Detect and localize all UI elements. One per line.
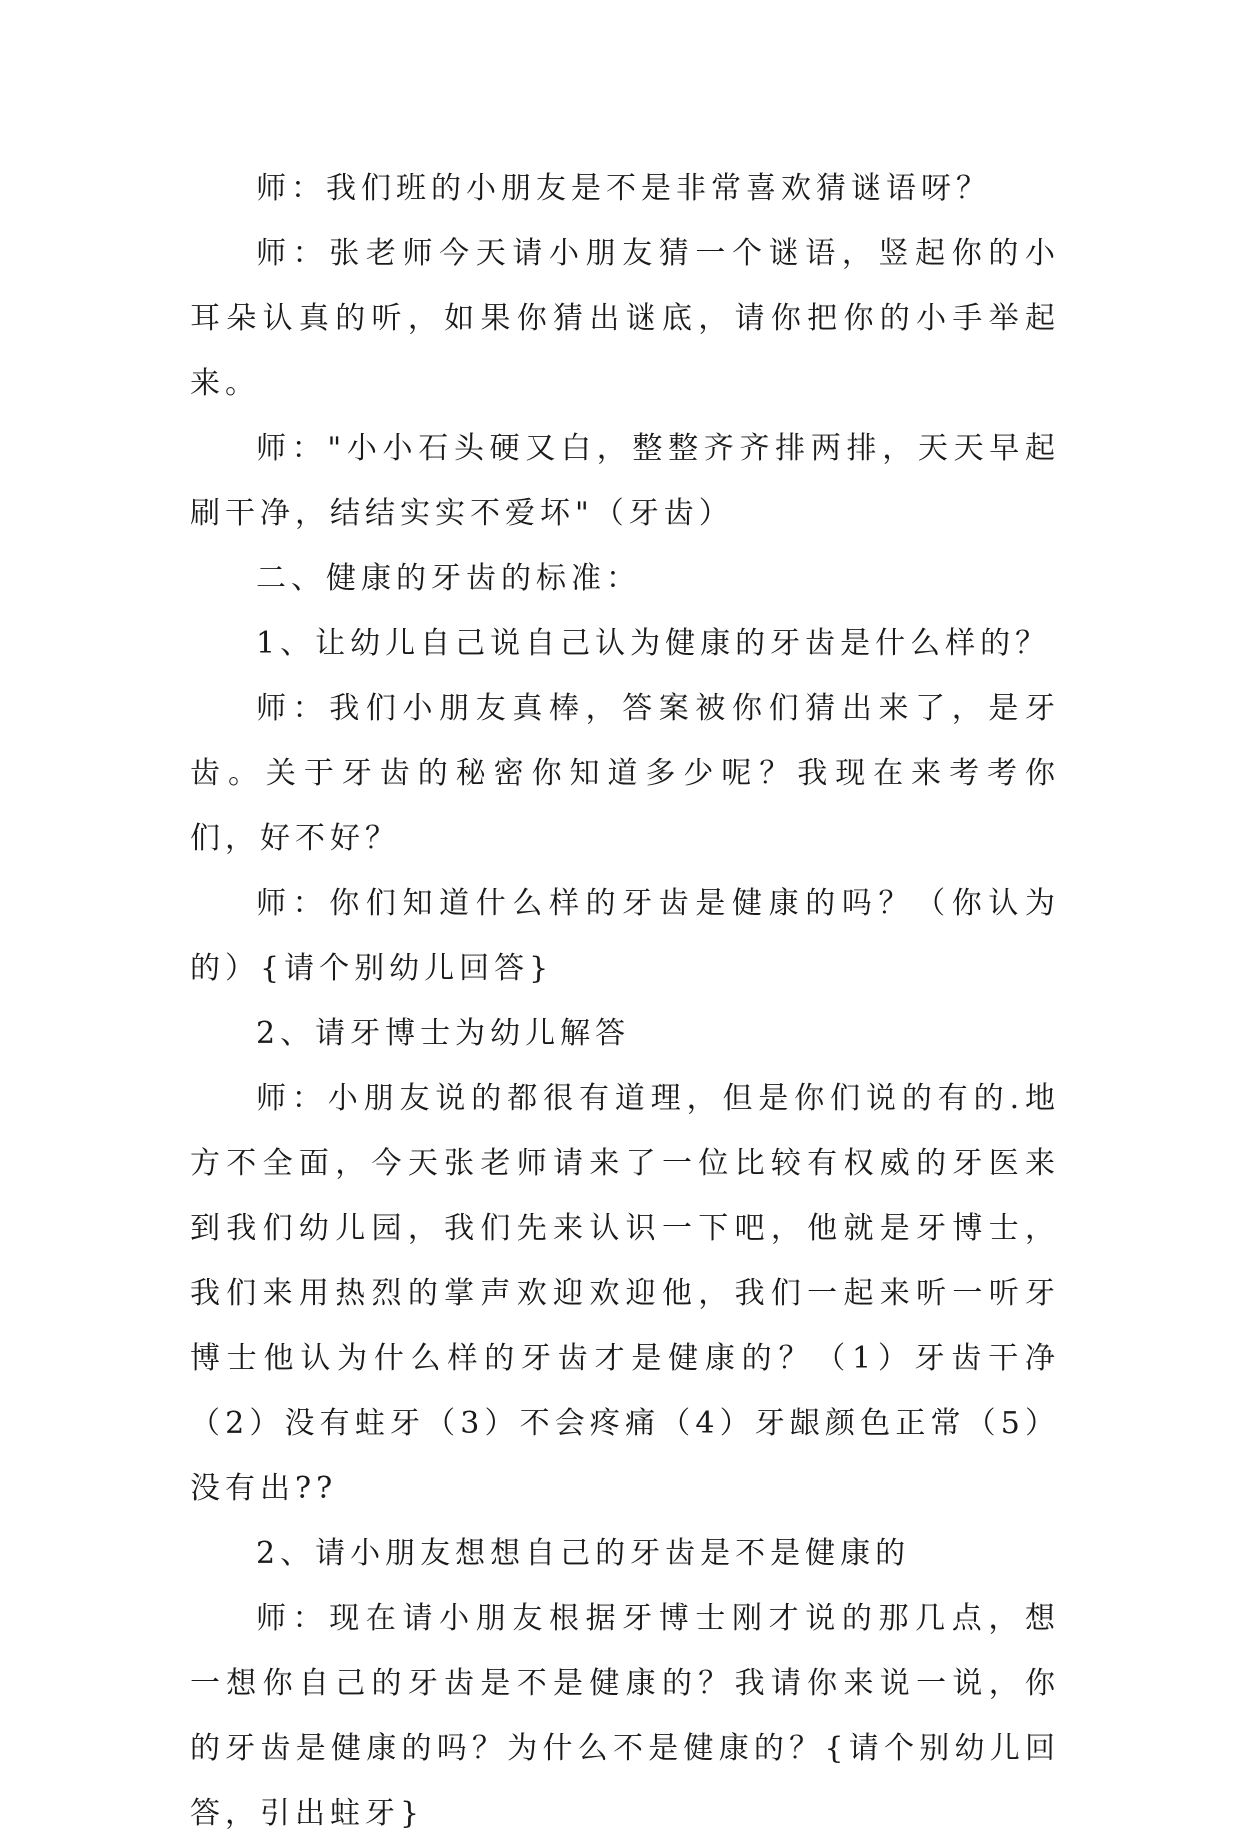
paragraph: 师："小小石头硬又白，整整齐齐排两排，天天早起刷干净，结结实实不爱坏"（牙齿） bbox=[190, 431, 1060, 531]
section-heading: 二、健康的牙齿的标准： bbox=[256, 561, 641, 596]
document-body bbox=[190, 156, 1060, 1846]
paragraph: 师：现在请小朋友根据牙博士刚才说的那几点，想一想你自己的牙齿是不是健康的？我请你来说一说，你的牙齿是健康的吗？为什么不是健康的？{请个别幼儿回答，引出蛀牙} bbox=[190, 1601, 1060, 1831]
list-item: 1、让幼儿自己说自己认为健康的牙齿是什么样的？ bbox=[256, 626, 1051, 661]
paragraph: 师：我们班的小朋友是不是非常喜欢猜谜语呀？ bbox=[256, 171, 991, 206]
list-item: 2、请小朋友想想自己的牙齿是不是健康的 bbox=[256, 1536, 911, 1571]
paragraph: 师：你们知道什么样的牙齿是健康的吗？（你认为的）{请个别幼儿回答} bbox=[190, 886, 1060, 986]
paragraph: 师：小朋友说的都很有道理，但是你们说的有的.地方不全面，今天张老师请来了一位比较有权威的牙医来到我们幼儿园，我们先来认识一下吧，他就是牙博士，我们来用热烈的掌声欢迎欢迎他，我们一起来听一听牙博士他认为什么样的牙齿才是健康的？（1）牙齿干净（2）没有蛀牙（3）不会疼痛（4）牙龈颜色正常（5）没有出?? bbox=[190, 1081, 1060, 1506]
list-item: 2、请牙博士为幼儿解答 bbox=[256, 1016, 631, 1051]
paragraph: 师：张老师今天请小朋友猜一个谜语，竖起你的小耳朵认真的听，如果你猜出谜底，请你把你的小手举起来。 bbox=[190, 236, 1060, 401]
paragraph: 师：我们小朋友真棒，答案被你们猜出来了，是牙齿。关于牙齿的秘密你知道多少呢？我现在来考考你们，好不好？ bbox=[190, 691, 1060, 856]
